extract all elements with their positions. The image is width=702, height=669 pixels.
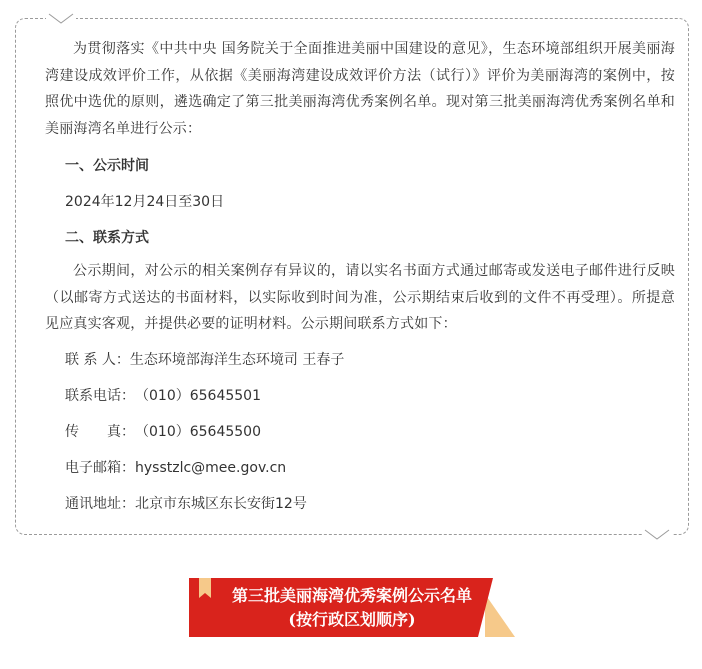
- section-heading-time: 一、公示时间: [65, 158, 149, 174]
- banner-subtitle: (按行政区划顺序): [288, 609, 416, 629]
- intro-paragraph: 为贯彻落实《中共中央 国务院关于全面推进美丽中国建设的意见》，生态环境部组织开展美丽海湾建设成效评价工作，从依据《美丽海湾建设成效评价方法（试行）》评价为美丽海湾的案例中，按照优中选优的原则，遴选确定了第三批美丽海湾优秀案例名单。现对第三批美丽海湾优秀案例名单和美丽海湾名单进行公示：: [45, 41, 675, 137]
- notice-period-date: 2024年12月24日至30日: [65, 194, 225, 210]
- section-heading-contact: 二、联系方式: [65, 230, 149, 246]
- banner-text: [189, 578, 515, 637]
- contact-value: （010）65645500: [135, 423, 261, 440]
- contact-value: （010）65645501: [135, 387, 261, 404]
- contact-row-person: [45, 342, 675, 378]
- notch-bottom-decoration: [642, 528, 672, 542]
- contact-label: 电子邮箱：: [65, 459, 135, 476]
- contact-instructions-paragraph: 公示期间，对公示的相关案例存有异议的，请以实名书面方式通过邮寄或发送电子邮件进行反映（以邮寄方式送达的书面材料，以实际收到时间为准，公示期结束后收到的文件不再受理）。所提意见应真实客观，并提供必要的证明材料。公示期间联系方式如下：: [45, 263, 675, 332]
- contact-value: 生态环境部海洋生态环境司 王春子: [129, 351, 345, 368]
- notice-content: [45, 40, 675, 522]
- contact-label: 联系电话：: [65, 387, 135, 404]
- contact-label: 联 系 人：: [65, 351, 130, 368]
- section-banner: [189, 578, 515, 637]
- contact-row-fax: [45, 414, 675, 450]
- contact-label: 通讯地址：: [65, 495, 135, 512]
- banner-title: 第三批美丽海湾优秀案例公示名单: [231, 585, 472, 605]
- contact-value: 北京市东城区东长安街12号: [135, 495, 307, 512]
- contact-row-address: [45, 486, 675, 522]
- contact-email-value: hysstzlc@mee.gov.cn: [135, 459, 287, 476]
- contact-label: 传 真：: [65, 423, 135, 440]
- contact-row-email: [45, 450, 675, 486]
- notch-top-decoration: [46, 11, 76, 25]
- contact-row-phone: [45, 378, 675, 414]
- contact-list: [45, 342, 675, 522]
